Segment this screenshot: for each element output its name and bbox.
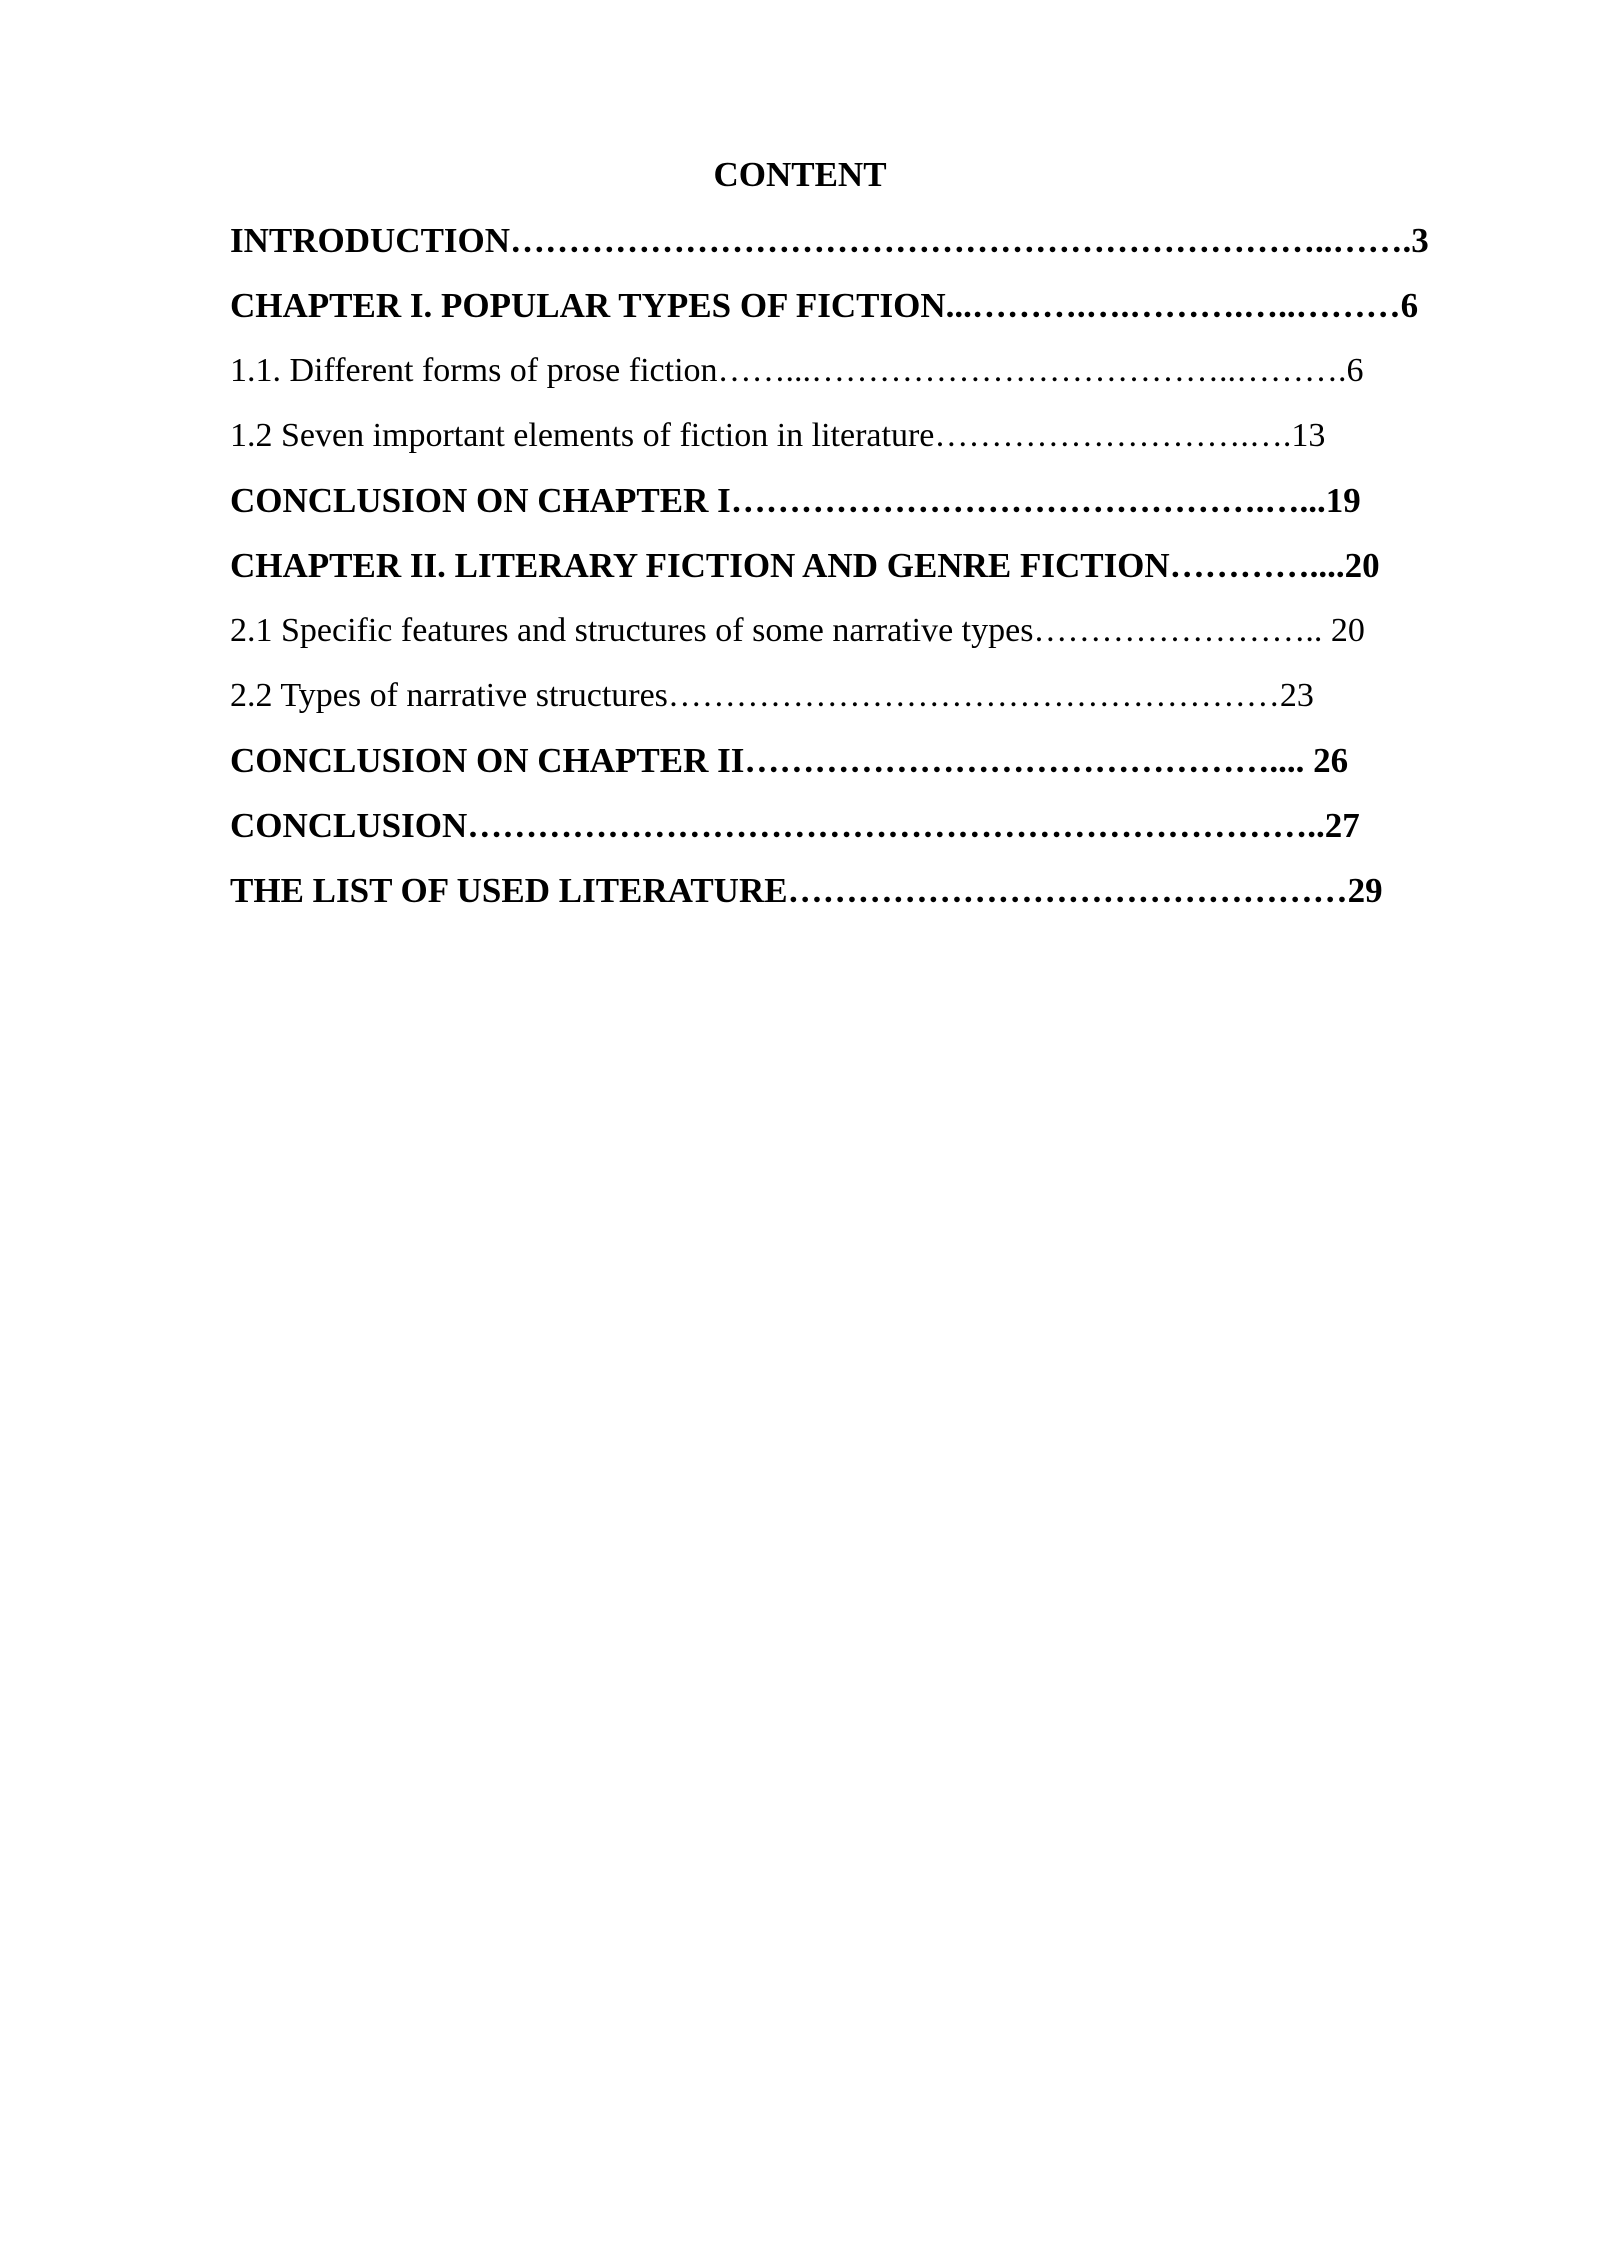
toc-entry-introduction: INTRODUCTION……………………………………………………………..…….3 (230, 221, 1429, 260)
toc-entry-literature-list: THE LIST OF USED LITERATURE…………………………………………29 (230, 871, 1383, 910)
toc-entry-chapter-1: CHAPTER I. POPULAR TYPES OF FICTION...……….….……….…..………6 (230, 286, 1419, 325)
toc-entry-section-1-1: 1.1. Different forms of prose fiction……...………………………………..……….6 (230, 352, 1364, 389)
toc-entry-section-2-1: 2.1 Specific features and structures of some narrative types…………………….. 20 (230, 612, 1365, 649)
toc-entry-section-2-2: 2.2 Types of narrative structures………………………………………………23 (230, 677, 1314, 714)
page-title: CONTENT (713, 155, 887, 194)
toc-entry-chapter-2: CHAPTER II. LITERARY FICTION AND GENRE FICTION…………....20 (230, 546, 1380, 585)
toc-entry-conclusion: CONCLUSION………………………………………………………………..27 (230, 806, 1360, 845)
toc-entry-conclusion-chapter-1: CONCLUSION ON CHAPTER I……………………………………….…...19 (230, 481, 1361, 520)
table-of-contents (230, 215, 1500, 930)
toc-entry-conclusion-chapter-2: CONCLUSION ON CHAPTER II……………………………………….... 26 (230, 741, 1349, 780)
toc-entry-section-1-2: 1.2 Seven important elements of fiction in literature……………………….….13 (230, 417, 1326, 454)
